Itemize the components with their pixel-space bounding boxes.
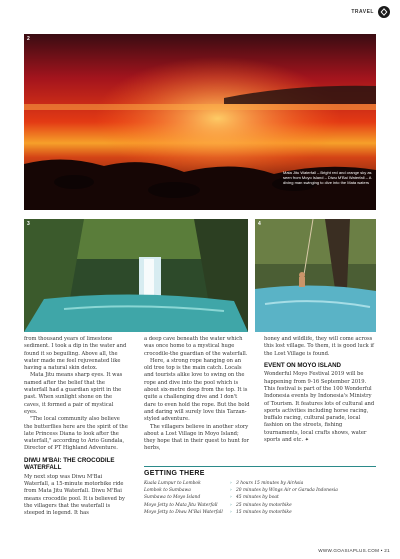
paragraph: from thousand years of limestone sediment. I took a dip in the water and found it so beguiling. Above all, the water made me feel rejuvenated like having a natural skin detox. [24,336,127,372]
route-name: Lombok to Sumbawa [144,488,191,494]
rope-swing-photo [255,219,376,332]
paragraph: Here, a strong rope hanging on an old tree top is the main catch. Locals and tourists alike love to swing on the rope and dive into the pool which is about six-metre deep from the top. It is quite a challenging dive and I don't dare to even hold the rope. But the bold and daring will surely love this Tarzan-styled adventure. [144,357,250,423]
article-column-2 [144,336,250,453]
paragraph: "The local community also believe the butterflies here are the spirit of the late Princess Diana to look after the waterfall," according to Ario Gundala, Director of PT Highland Adventure. [24,416,128,452]
route-name: Kuala Lumpur to Lombok [144,481,201,486]
paragraph: Mata Jitu means sharp eyes. It was named after the belief that the waterfall had a guardian spirit in the past. When sunlight shone on the caves, it formed a pair of mystical eyes. [24,372,123,415]
route-time: 3 hours 15 minutes by AirAsia [236,481,304,486]
route-name: Sumbawa to Moyo Island [144,495,201,501]
arrow-icon: › [230,495,232,501]
page-footer: WWW.GOASIAPLUS.COM • 21 [318,548,390,553]
getting-there-title: GETTING THERE [144,470,205,477]
arrow-icon: › [230,488,232,494]
arrow-icon: › [230,509,232,515]
paragraph: honey and wildlife, they will come across this lost village. To them, it is good luck if the Lost Village is found. [264,336,374,357]
route-name: Moyo Jetty to Diwu M'Bai Waterfall [144,509,223,515]
paragraph: a deep cave beneath the water which was once home to a mystical huge crocodile-the guardian of the waterfall. [144,336,248,357]
arrow-icon: › [230,502,232,508]
route-row [144,494,376,501]
getting-there-box [144,466,376,516]
arrow-icon: › [230,481,232,486]
waterfall-photo [24,219,248,332]
route-time: 25 minutes by motorbike [236,502,292,508]
paragraph-text: Wonderful Moyo Festival 2019 will be happening from 9-16 September 2019. This festival is part of the 100 Wonderful Indonesia events by Indonesia's Ministry of Tourism. It features lots of cultural and sports activities including horse racing, buffalo racing, cultural parade, local fashion on the streets, fishing tournaments, local crafts shows, water sports and etc. [264,371,375,444]
route-time: 45 minutes by boat [236,495,279,501]
route-row [144,509,376,516]
route-time: 15 minutes by motorbike [236,509,292,515]
paragraph: My next stop was Diwu M'Bai Waterfall, a 15-minute motorbike ride from Mata Jitu Waterfall. Diwu M'Bai means crocodile pool. It is believed by the villagers that the waterfall is steeped in legend. It has [24,473,125,517]
photo-number: 4 [258,221,261,227]
photo-number: 2 [27,36,30,42]
route-name: Moyo Jetty to Mata Jitu Waterfall [144,502,218,508]
article-column-1 [24,336,128,518]
paragraph: The villagers believe in another story about a Lost Village in Moyo Island; they hope that in their quest to hunt for herbs, [144,423,250,452]
magazine-logo-icon [378,6,390,18]
end-mark-icon: ✦ [304,437,309,444]
route-row [144,480,376,487]
photo-caption: Mata Jitu Waterfall – Bright red and orange sky as seen from Moyo Island – Diwu M'Bai Waterfall – A diving man swinging to dive into the Mata waters [283,170,372,185]
route-row [144,502,376,509]
route-row [144,487,376,494]
photo-number: 3 [27,221,30,227]
section-subhead: DIWU M'BAI: THE CROCODILE WATERFALL [24,456,115,472]
paragraph [264,371,376,444]
section-label: TRAVEL [351,9,374,15]
section-subhead: EVENT ON MOYO ISLAND [264,361,342,369]
page-header [351,6,390,18]
article-column-3 [264,336,376,444]
route-time: 20 minutes by Wings Air or Garuda Indonesia [236,488,338,494]
